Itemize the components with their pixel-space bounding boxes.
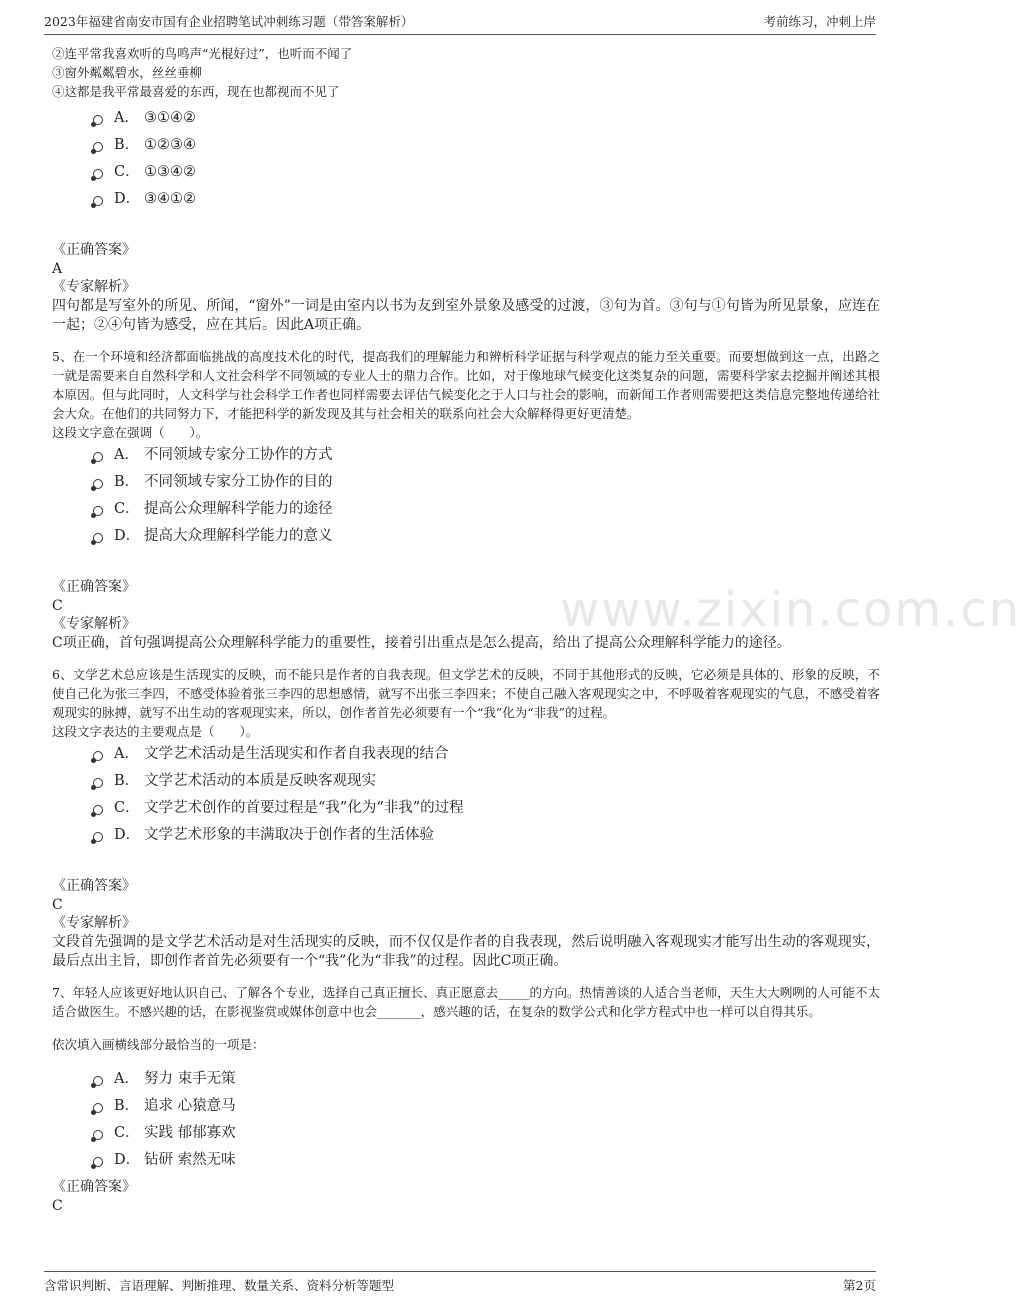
radio-button-icon[interactable] [93, 1103, 103, 1113]
page-header [44, 12, 876, 35]
question-prompt: 依次填入画横线部分最恰当的一项是： [52, 1037, 265, 1052]
answer-value: C [52, 897, 63, 913]
footer-note: 含常识判断、言语理解、判断推理、数量关系、资料分析等题型 [44, 1278, 395, 1293]
option-d[interactable]: D． 钻研 索然无味 [52, 1147, 880, 1174]
analysis-label: 《专家解析》 [52, 915, 136, 931]
question-line: ④这都是我平常最喜爱的东西，现在也都视而不见了 [52, 84, 340, 99]
answer-value: C [52, 1198, 63, 1214]
answer-value: C [52, 598, 63, 614]
radio-button-icon[interactable] [93, 832, 103, 842]
option-a[interactable]: A． 努力 束手无策 [52, 1066, 880, 1093]
radio-button-icon[interactable] [93, 169, 103, 179]
radio-button-icon[interactable] [93, 1130, 103, 1140]
radio-button-icon[interactable] [93, 778, 103, 788]
analysis-text: 四句都是写室外的所见、所闻，“窗外”一词是由室内以书为友到室外景象及感受的过渡，③句为首。③句与①句皆为所见景象，应连在一起；②④句皆为感受，应在其后。因此A项正确。 [52, 298, 880, 333]
option-d[interactable]: D． 提高大众理解科学能力的意义 [52, 523, 880, 550]
radio-button-icon[interactable] [93, 1157, 103, 1167]
question-5 [52, 347, 880, 653]
radio-button-icon[interactable] [93, 452, 103, 462]
question-6 [52, 665, 880, 971]
option-b[interactable]: B． ①②③④ [52, 132, 880, 159]
option-d[interactable]: D． ③④①② [52, 186, 880, 213]
question-stem: 6、文学艺术总应该是生活现实的反映，而不能只是作者的自我表现。但文学艺术的反映，不同于其他形式的反映，它必须是具体的、形象的反映，不使自己化为张三李四，不感受体验着张三李四的思想感情，就写不出张三李四来；不使自己融入客观现实之中，不呼吸着客观现实的气息，不感受着客观现实的脉搏，就写不出生动的客观现实来，所以，创作者首先必须要有一个“我”化为“非我”的过程。 [52, 667, 880, 720]
radio-button-icon[interactable] [93, 506, 103, 516]
radio-button-icon[interactable] [93, 1076, 103, 1086]
radio-button-icon[interactable] [93, 805, 103, 815]
radio-button-icon[interactable] [93, 142, 103, 152]
answer-label: 《正确答案》 [52, 878, 136, 894]
page-content [52, 44, 880, 1215]
document-title: 2023年福建省南安市国有企业招聘笔试冲刺练习题（带答案解析） [44, 14, 414, 29]
option-b[interactable]: B． 文学艺术活动的本质是反映客观现实 [52, 768, 880, 795]
radio-button-icon[interactable] [93, 533, 103, 543]
question-line: ③窗外粼粼碧水，丝丝垂柳 [52, 65, 203, 80]
radio-button-icon[interactable] [93, 196, 103, 206]
option-a[interactable]: A． ③①④② [52, 105, 880, 132]
analysis-text: C项正确，首句强调提高公众理解科学能力的重要性，接着引出重点是怎么提高，给出了提高公众理解科学能力的途径。 [52, 635, 791, 651]
option-b[interactable]: B． 不同领域专家分工协作的目的 [52, 469, 880, 496]
page-footer [44, 1271, 876, 1294]
option-d[interactable]: D． 文学艺术形象的丰满取决于创作者的生活体验 [52, 822, 880, 849]
option-b[interactable]: B． 追求 心猿意马 [52, 1093, 880, 1120]
answer-label: 《正确答案》 [52, 579, 136, 595]
radio-button-icon[interactable] [93, 479, 103, 489]
answer-value: A [52, 261, 63, 277]
option-a[interactable]: A． 文学艺术活动是生活现实和作者自我表现的结合 [52, 741, 880, 768]
option-c[interactable]: C． 文学艺术创作的首要过程是“我”化为“非我”的过程 [52, 795, 880, 822]
option-a[interactable]: A． 不同领域专家分工协作的方式 [52, 442, 880, 469]
analysis-label: 《专家解析》 [52, 616, 136, 632]
analysis-label: 《专家解析》 [52, 279, 136, 295]
question-prompt: 这段文字表达的主要观点是（ ）。 [52, 724, 259, 739]
answer-label: 《正确答案》 [52, 1179, 136, 1195]
header-tagline: 考前练习，冲刺上岸 [763, 14, 876, 29]
radio-button-icon[interactable] [93, 115, 103, 125]
question-line: ②连平常我喜欢听的鸟鸣声“光棍好过”，也听而不闻了 [52, 46, 353, 61]
question-stem: 7、年轻人应该更好地认识自己、了解各个专业，选择自己真正擅长、真正愿意去_____的方向。热情善谈的人适合当老师，天生大大咧咧的人可能不太适合做医生。不感兴趣的话，在影视鉴赏或媒体创意中也会_______，感兴趣的话，在复杂的数学公式和化学方程式中也一样可以自得其乐。 [52, 985, 880, 1019]
watermark: www.zixin.com.cn [560, 582, 1021, 638]
question-4 [52, 44, 880, 335]
analysis-text: 文段首先强调的是文学艺术活动是对生活现实的反映，而不仅仅是作者的自我表现，然后说明融入客观现实才能写出生动的客观现实，最后点出主旨，即创作者首先必须要有一个“我”化为“非我”的过程。因此C项正确。 [52, 934, 880, 969]
radio-button-icon[interactable] [93, 751, 103, 761]
answer-label: 《正确答案》 [52, 242, 136, 258]
option-c[interactable]: C． ①③④② [52, 159, 880, 186]
question-stem: 5、在一个环境和经济都面临挑战的高度技术化的时代，提高我们的理解能力和辨析科学证据与科学观点的能力至关重要。而要想做到这一点，出路之一就是需要来自自然科学和人文社会科学不同领域的专业人士的鼎力合作。比如，对于像地球气候变化这类复杂的问题，需要科学家去挖掘并阐述其根本原因。但与此同时，人文科学与社会科学工作者也同样需要去评估气候变化之于人口与社会的影响，而新闻工作者则需要把这类信息完整地传递给社会大众。在他们的共同努力下，才能把科学的新发现及其与社会相关的联系向社会大众解释得更好更清楚。 [52, 349, 880, 421]
page-number: 第2页 [843, 1278, 876, 1293]
question-prompt: 这段文字意在强调（ ）。 [52, 425, 209, 440]
question-7 [52, 983, 880, 1215]
option-c[interactable]: C． 实践 郁郁寡欢 [52, 1120, 880, 1147]
option-c[interactable]: C． 提高公众理解科学能力的途径 [52, 496, 880, 523]
